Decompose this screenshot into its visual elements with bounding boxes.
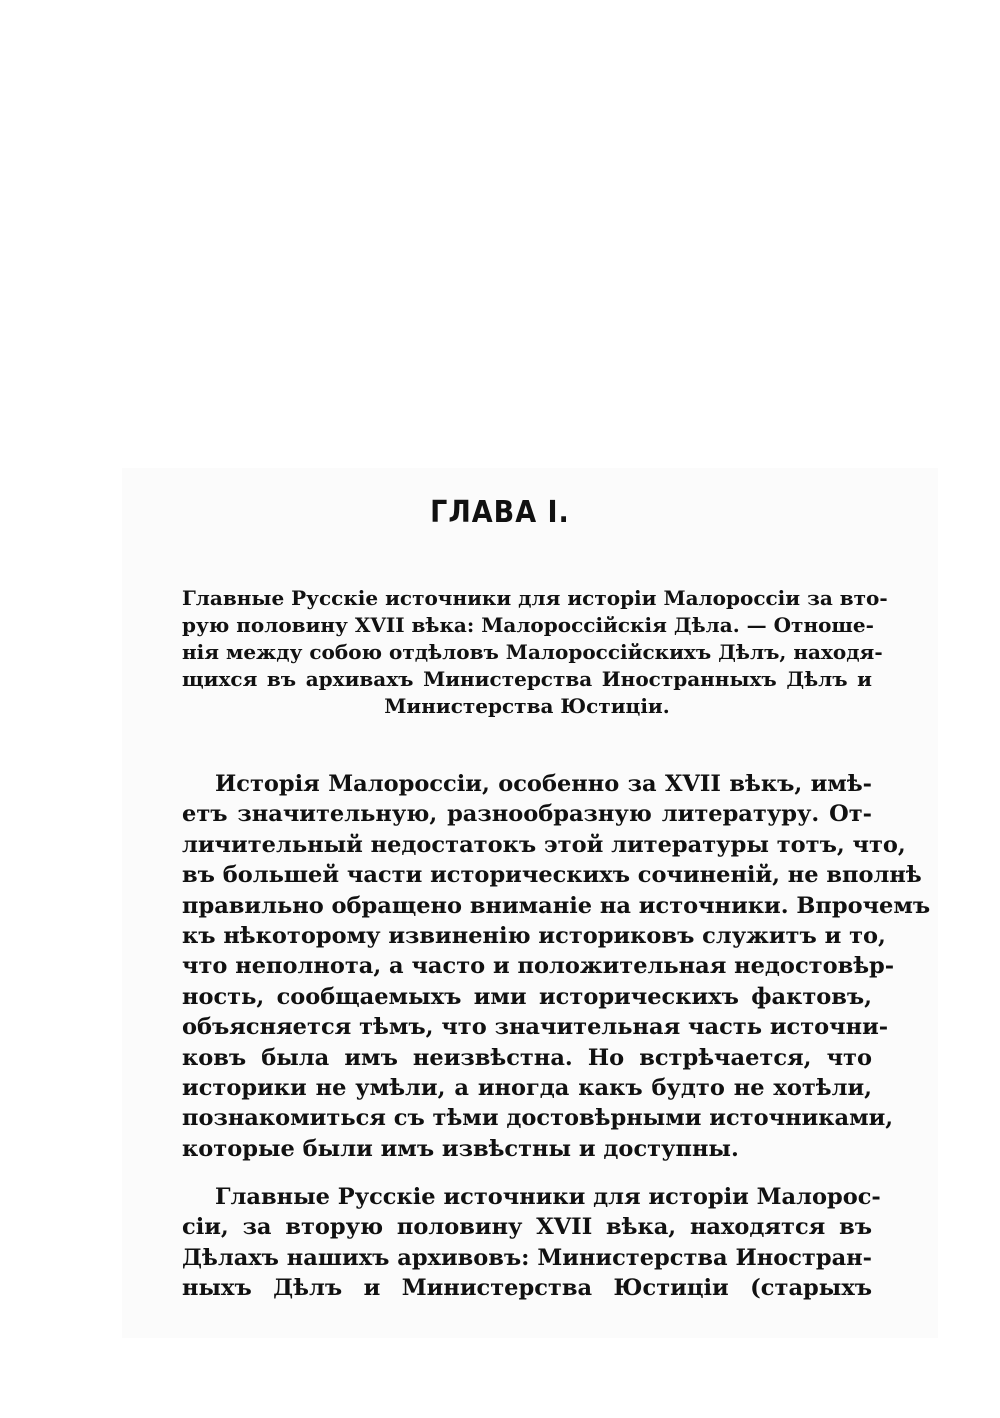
- paragraph-2: [182, 1182, 881, 1304]
- text-line: Дѣлахъ нашихъ архивовъ: Министерства Иностран-: [182, 1244, 872, 1271]
- summary-line: Главные Русскіе источники для исторіи Малороссіи за вто-: [182, 586, 888, 610]
- text-line: правильно обращено вниманіе на источники. Впрочемъ: [182, 892, 931, 919]
- paragraph-1: [182, 769, 931, 1164]
- text-line: личительный недостатокъ этой литературы тотъ, что,: [182, 831, 906, 858]
- summary-line: нія между собою отдѣловъ Малороссійскихъ Дѣлъ, находя-: [182, 640, 883, 664]
- text-line: объясняется тѣмъ, что значительная часть источни-: [182, 1014, 889, 1041]
- summary-line: рую половину XVII вѣка: Малороссійскія Дѣла. — Отноше-: [182, 613, 874, 637]
- chapter-summary: [182, 585, 888, 720]
- text-line: Исторія Малороссіи, особенно за XVII вѣкъ, имѣ-: [215, 771, 872, 797]
- text-line: къ нѣкоторому извиненію историковъ служитъ и то,: [182, 923, 886, 950]
- text-line: Главные Русскіе источники для исторіи Малорос-: [215, 1184, 881, 1210]
- text-line: сіи, за вторую половину XVII вѣка, находятся въ: [182, 1214, 872, 1241]
- summary-line: щихся въ архивахъ Министерства Иностранныхъ Дѣлъ и: [182, 667, 872, 691]
- text-line: ныхъ Дѣлъ и Министерства Юстиціи (старыхъ: [182, 1275, 872, 1302]
- text-line: историки не умѣли, а иногда какъ будто не хотѣли,: [182, 1075, 872, 1102]
- text-line: познакомиться съ тѣми достовѣрными источниками,: [182, 1105, 894, 1132]
- text-line: етъ значительную, разнообразную литературу. От-: [182, 801, 872, 828]
- text-line: ность, сообщаемыхъ ими историческихъ фактовъ,: [182, 983, 872, 1010]
- text-line: которые были имъ извѣстны и доступны.: [182, 1135, 739, 1162]
- chapter-title: ГЛАВА I.: [430, 495, 570, 530]
- text-line: ковъ была имъ неизвѣстна. Но встрѣчается, что: [182, 1044, 872, 1071]
- text-line: что неполнота, а часто и положительная недостовѣр-: [182, 953, 895, 980]
- text-line: въ большей части историческихъ сочиненій, не вполнѣ: [182, 862, 922, 889]
- summary-line: Министерства Юстиціи.: [384, 694, 670, 718]
